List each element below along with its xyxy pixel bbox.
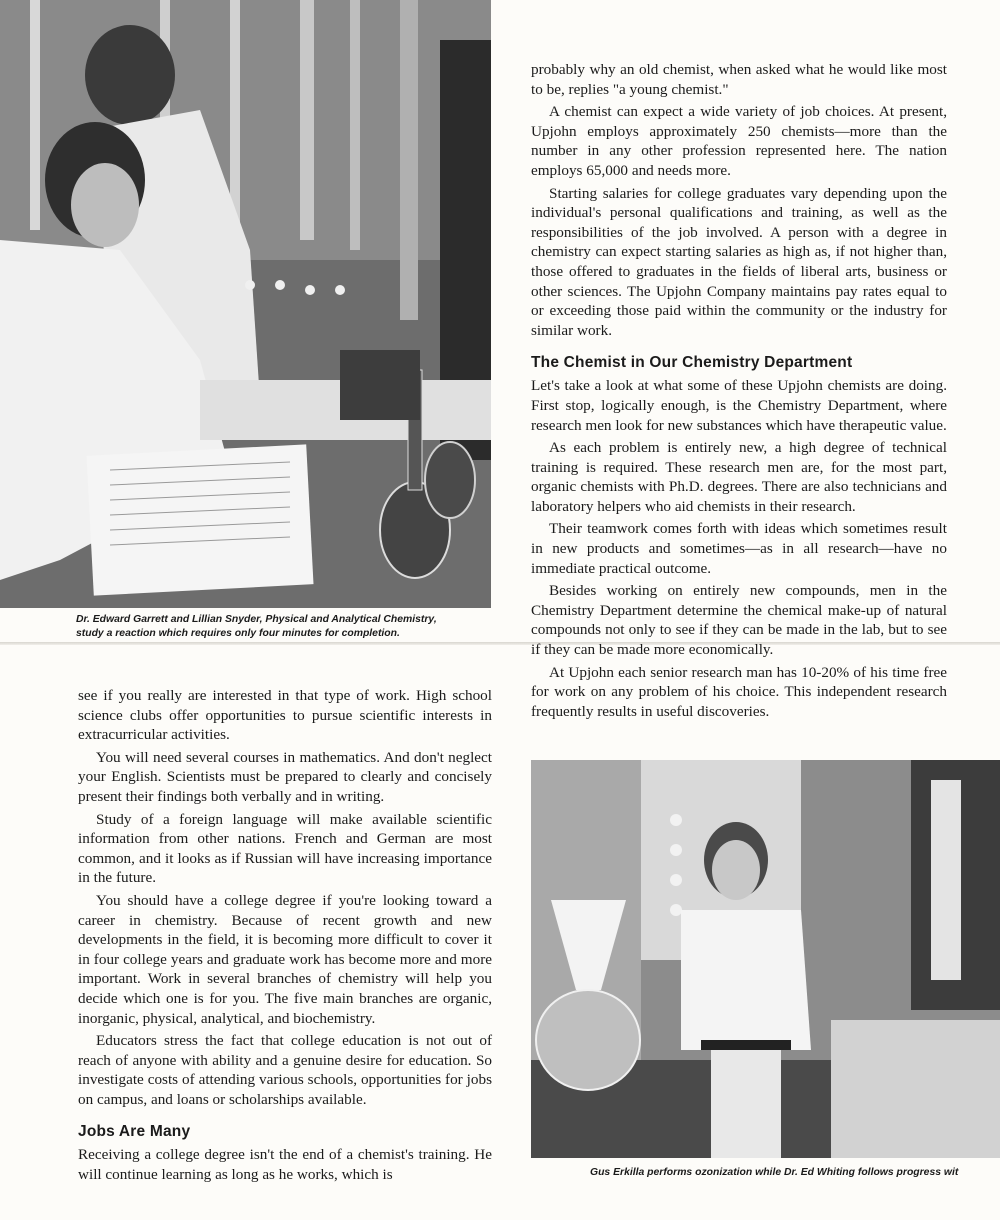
left-paragraph-3: Study of a foreign language will make available scientific information from other nations. French and German are most common, and it looks as if Russian will have increasing importance in the future. [78,810,492,887]
right-paragraph-2: A chemist can expect a wide variety of job choices. At present, Upjohn employs approximately 250 chemists—more than the number in any other profession represented here. The nation employs 65,000 and needs more. [531,103,947,179]
top-photo-caption-line2: study a reaction which requires only four minutes for completion. [76,628,400,639]
right-paragraph-4: Let's take a look at what some of these Upjohn chemists are doing. First stop, logically enough, is the Chemistry Department, where research men look for new substances which have therapeutic value. [531,377,947,434]
right-paragraph-5: As each problem is entirely new, a high degree of technical training is required. These research men are, for the most part, organic chemists with Ph.D. degrees. There are also technicians and laboratory helpers who aid chemists in their research. [531,439,947,515]
left-paragraph-4: You should have a college degree if you're looking toward a career in chemistry. Because of recent growth and new developments in the field, it is becoming more difficult to cover it in four college years and graduate work has become more and more important. Work in several branches of chemistry will help you decide which one is for you. The five main branches are organic, inorganic, physical, analytical, and biochemistry. [78,891,492,1027]
top-photo-caption [76,613,496,641]
right-column [531,60,947,721]
left-paragraph-2: You will need several courses in mathematics. And don't neglect your English. Scientists must be prepared to clearly and concisely present their findings both verbally and in writing. [78,748,492,805]
right-paragraph-1: probably why an old chemist, when asked what he would like most to be, replies "a young chemist." [531,61,947,98]
right-paragraph-3: Starting salaries for college graduates vary depending upon the individual's personal qualifications and training, as well as the responsibilities of the job involved. A person with a degree in chemistry can expect starting salaries as high as, if not higher than, those offered to graduates in the fields of liberal arts, business or other sciences. The Upjohn Company maintains pay rates equal to or exceeding those paid within the community or the industry for similar work. [531,184,947,339]
top-photo-caption-line1: Dr. Edward Garrett and Lillian Snyder, Physical and Analytical Chemistry, [76,614,437,625]
heading-jobs-are-many: Jobs Are Many [78,1123,191,1141]
jobs-paragraph: Receiving a college degree isn't the end of a chemist's training. He will continue learning as long as he works, which is [78,1146,492,1184]
lab-photo-top-illustration [0,0,491,608]
lab-photo-bottom-illustration [531,760,1000,1158]
heading-chemist-department: The Chemist in Our Chemistry Department [531,354,853,372]
left-paragraph-5: Educators stress the fact that college education is not out of reach of anyone with ability and a genuine desire for education. So investigate costs of attending various schools, opportunities for jobs on campus, and loans or scholarships available. [78,1032,492,1108]
left-column [78,686,492,1185]
lab-photo-top [0,0,491,608]
right-paragraph-8: At Upjohn each senior research man has 10-20% of his time free for work on any problem of his choice. This independent research frequently results in useful discoveries. [531,663,947,720]
bottom-photo-caption: Gus Erkilla performs ozonization while Dr. Ed Whiting follows progress wit [590,1167,959,1178]
right-paragraph-7: Besides working on entirely new compounds, men in the Chemistry Department determine the chemical make-up of natural compounds not only to see if they can be made in the lab, but to see if they can be made more economically. [531,582,947,659]
lab-photo-bottom [531,760,1000,1158]
left-paragraph-1: see if you really are interested in that type of work. High school science clubs offer opportunities to pursue scientific interests in extracurricular activities. [78,687,492,744]
right-paragraph-6: Their teamwork comes forth with ideas which sometimes result in new products and sometimes—as in all research—have no immediate practical outcome. [531,520,947,577]
